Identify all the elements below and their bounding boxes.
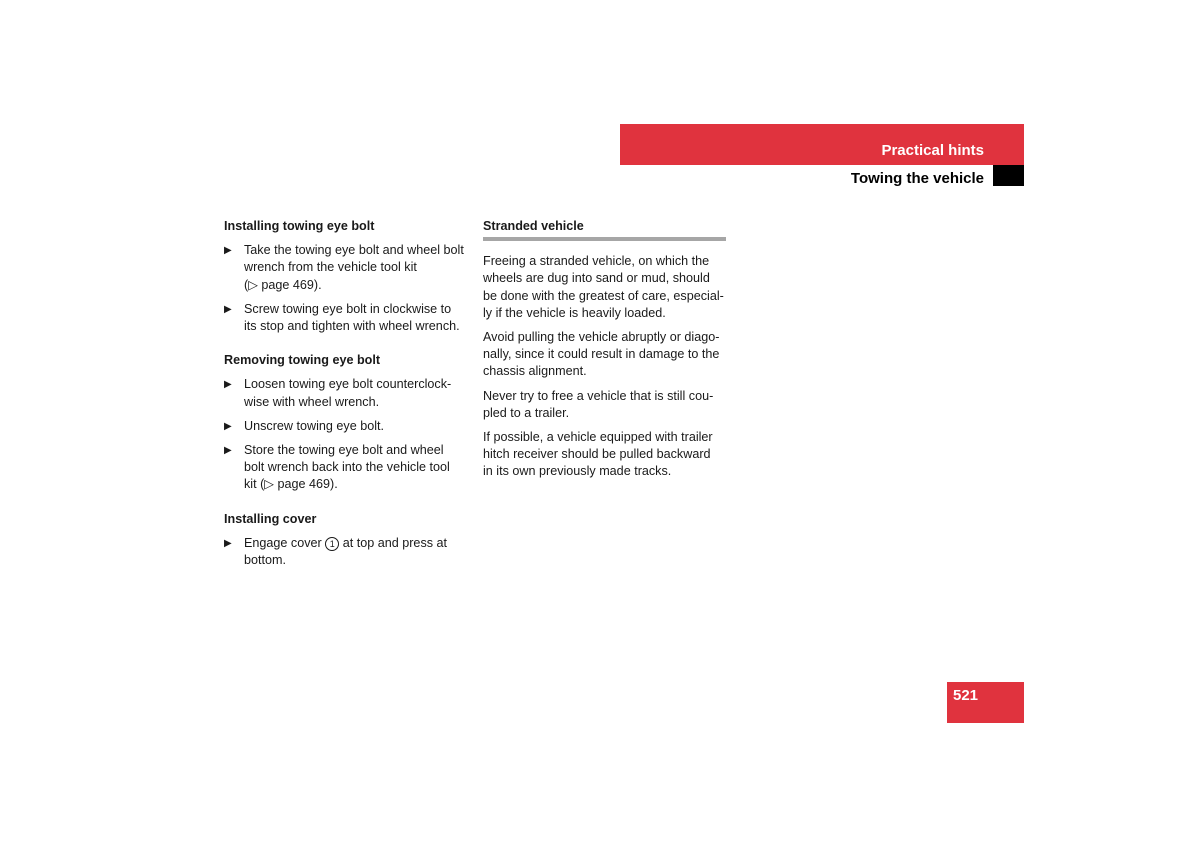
bullet-text: at top and press at: [342, 535, 448, 550]
paragraph: [483, 429, 727, 481]
text-line: in its own previously made tracks.: [483, 464, 672, 479]
text-line: Avoid pulling the vehicle abruptly or diago-: [483, 330, 720, 345]
bullet-arrow-icon: ▶: [224, 303, 232, 315]
heading-stranded-vehicle: Stranded vehicle: [483, 219, 584, 233]
bullet-arrow-icon: ▶: [224, 245, 232, 257]
list-item: [224, 242, 472, 294]
list-item: [224, 301, 472, 335]
text-line: chassis alignment.: [483, 364, 587, 379]
bullet-arrow-icon: ▶: [224, 445, 232, 457]
bullet-line: Screw towing eye bolt in clockwise to: [244, 301, 452, 316]
text-line: pled to a trailer.: [483, 405, 570, 420]
page-reference-link[interactable]: (▷ page 469).: [244, 277, 322, 292]
bullet-arrow-icon: ▶: [224, 420, 232, 432]
bullet-line: Unscrew towing eye bolt.: [244, 418, 384, 433]
bullet-line: its stop and tighten with wheel wrench.: [244, 319, 460, 334]
text-line: If possible, a vehicle equipped with trailer: [483, 430, 713, 445]
page-number: 521: [953, 687, 979, 704]
right-column: [483, 218, 727, 488]
paragraph: [483, 329, 727, 381]
subsection-title: Towing the vehicle: [850, 170, 984, 187]
page-reference-link[interactable]: kit (▷ page 469).: [244, 477, 338, 492]
bullet-line: wise with wheel wrench.: [244, 394, 380, 409]
bullet-line: bottom.: [244, 553, 286, 568]
list-item: [224, 376, 472, 410]
heading-installing-cover: Installing cover: [224, 511, 317, 526]
bullet-arrow-icon: ▶: [224, 379, 232, 391]
heading-installing-towing-eye-bolt: Installing towing eye bolt: [224, 219, 375, 233]
text-line: nally, since it could result in damage to the: [483, 347, 720, 362]
text-line: Never try to free a vehicle that is still cou-: [483, 388, 714, 403]
paragraph: [483, 388, 727, 422]
section-title: Practical hints: [881, 142, 984, 159]
section-tab-marker: [993, 165, 1024, 186]
heading-underline: [483, 237, 726, 241]
bullet-line: [244, 535, 472, 552]
bullet-line: Store the towing eye bolt and wheel: [244, 443, 444, 458]
bullet-line: bolt wrench back into the vehicle tool: [244, 460, 450, 475]
bullet-text: Engage cover: [244, 535, 322, 550]
paragraph: [483, 253, 727, 322]
callout-number-icon: 1: [325, 537, 339, 551]
left-column: [224, 218, 472, 576]
list-item: [224, 442, 472, 494]
list-item: [224, 535, 472, 569]
bullet-line: wrench from the vehicle tool kit: [244, 260, 417, 275]
text-line: hitch receiver should be pulled backward: [483, 447, 711, 462]
heading-removing-towing-eye-bolt: Removing towing eye bolt: [224, 353, 381, 368]
bullet-line: Take the towing eye bolt and wheel bolt: [244, 243, 464, 258]
text-line: Freeing a stranded vehicle, on which the: [483, 254, 710, 269]
text-line: be done with the greatest of care, especial-: [483, 288, 724, 303]
text-line: wheels are dug into sand or mud, should: [483, 271, 710, 286]
text-line: ly if the vehicle is heavily loaded.: [483, 305, 666, 320]
bullet-arrow-icon: ▶: [224, 537, 232, 549]
list-item: [224, 418, 472, 435]
bullet-line: Loosen towing eye bolt counterclock-: [244, 377, 452, 392]
